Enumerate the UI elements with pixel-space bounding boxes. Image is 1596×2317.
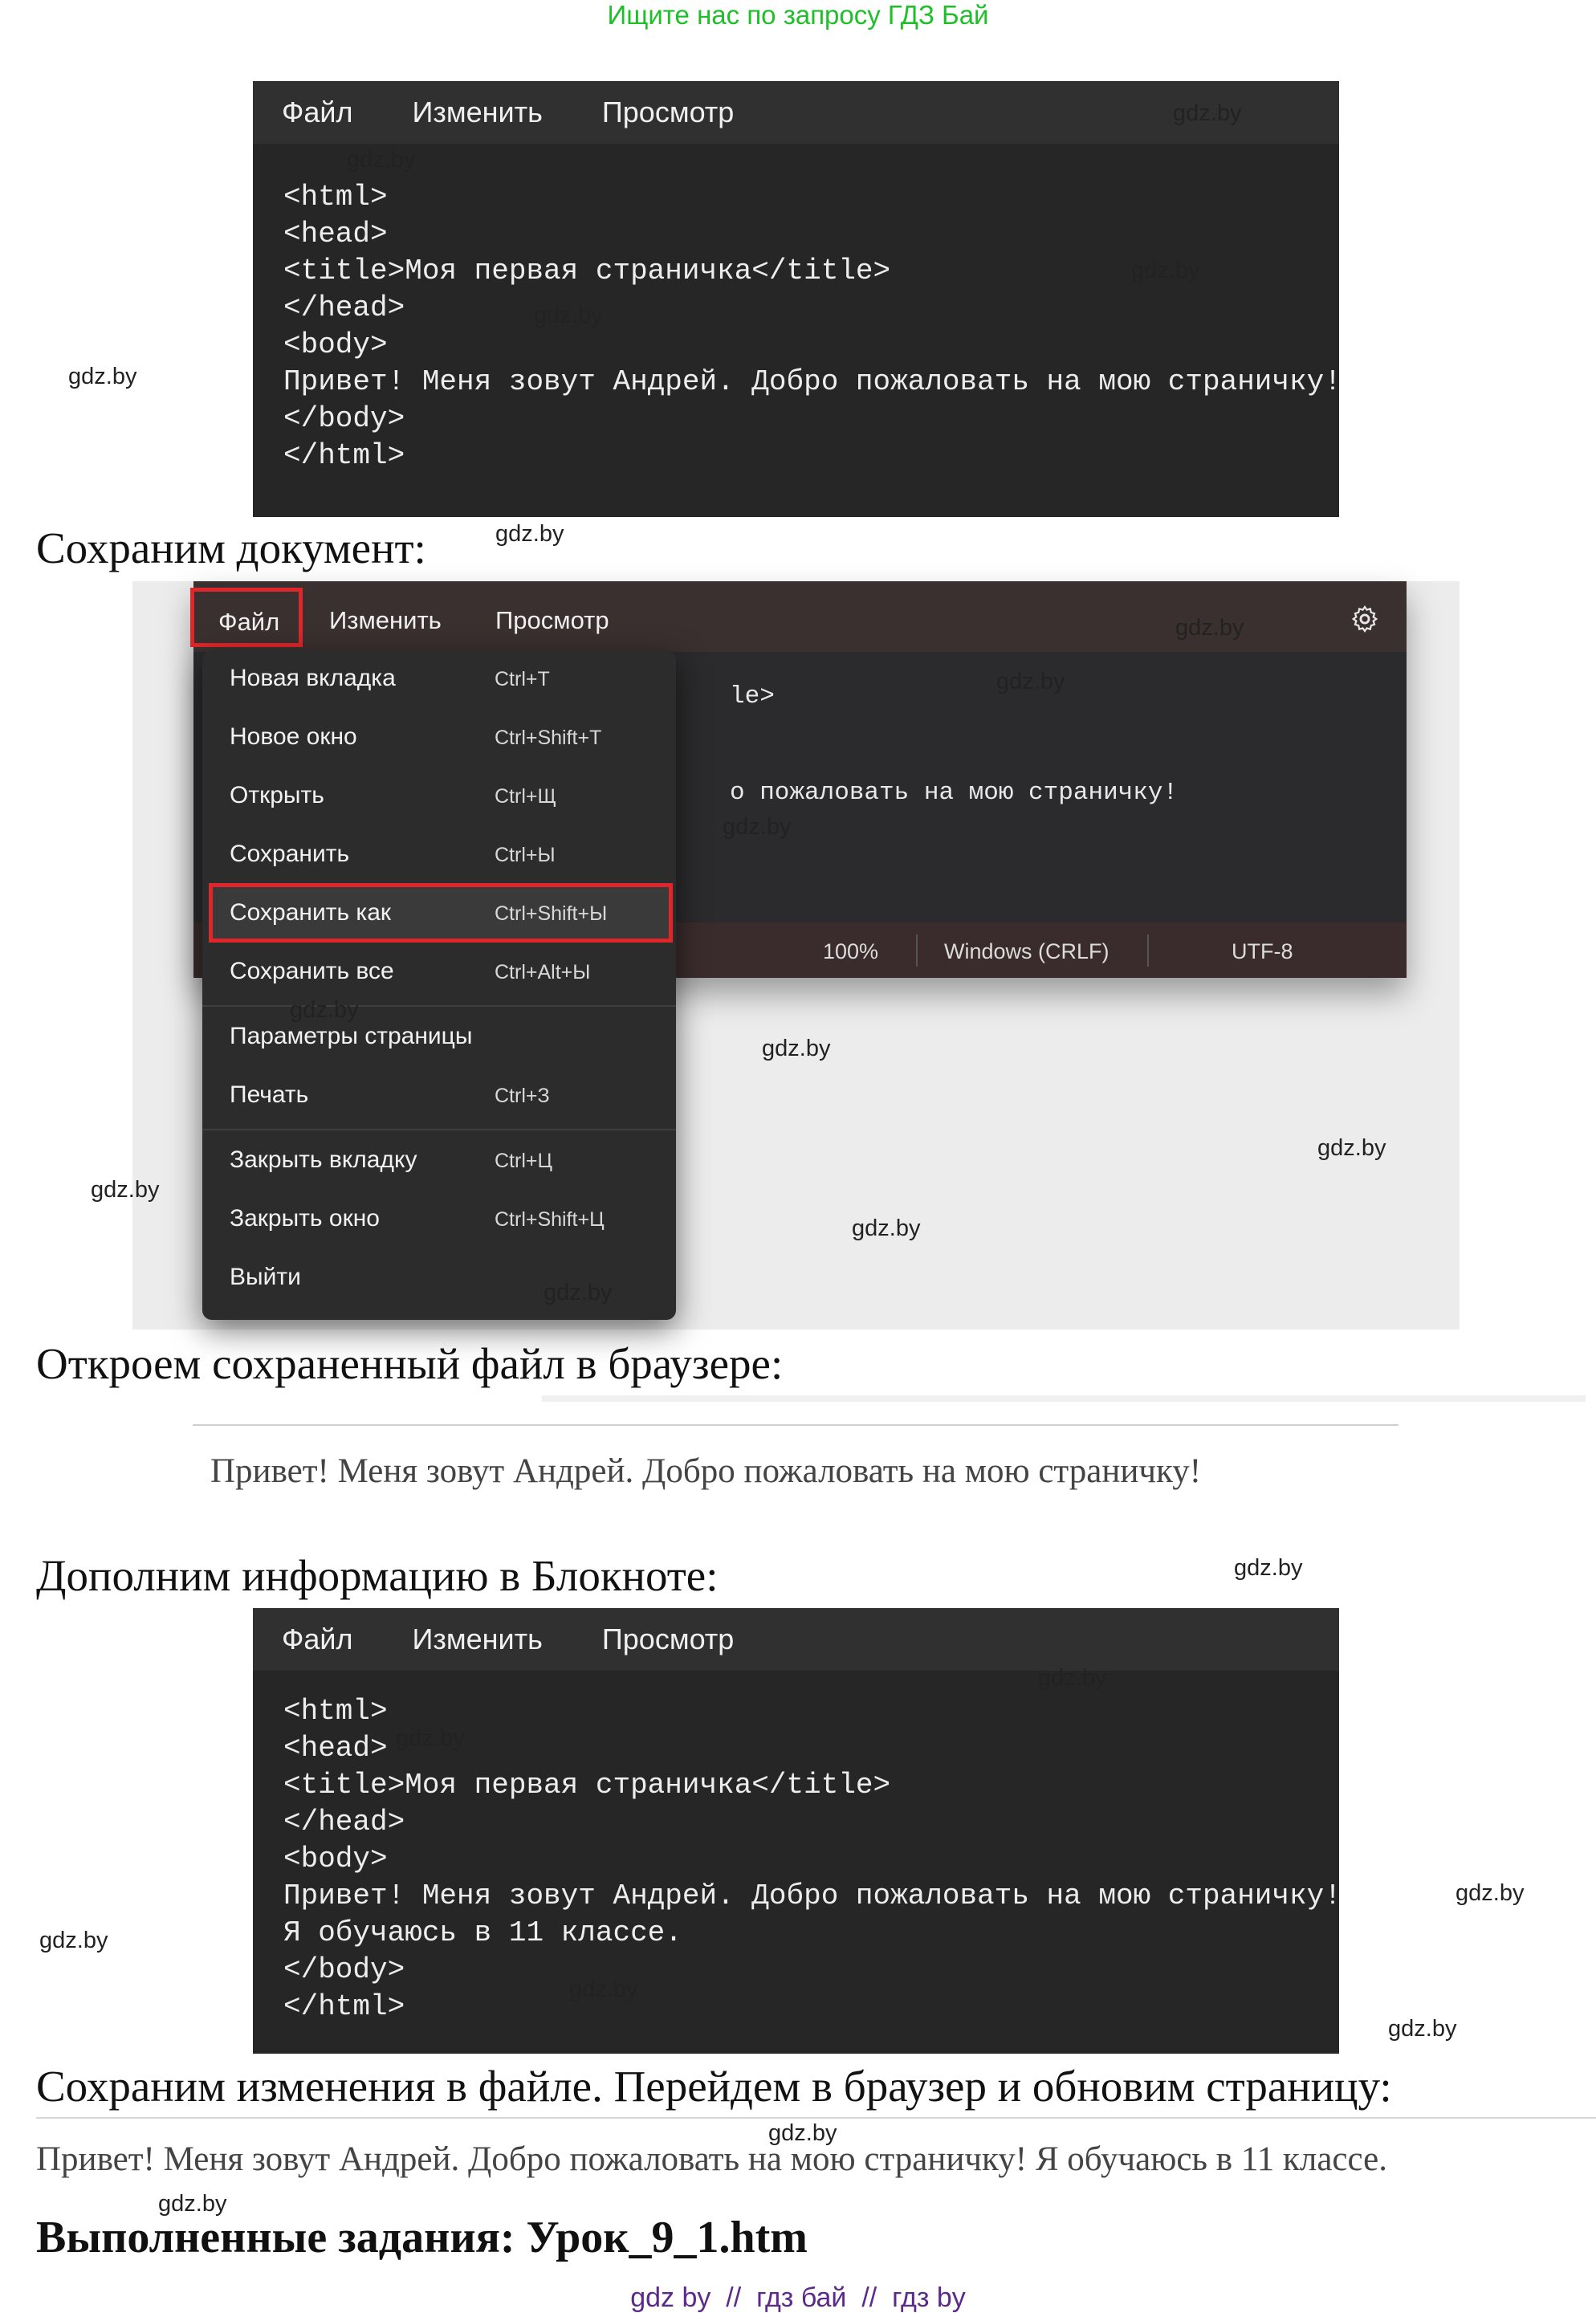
code-line: </head> (283, 291, 405, 324)
watermark: gdz.by (495, 521, 564, 547)
menu-item-new-tab[interactable]: Новая вкладка Ctrl+T (230, 665, 550, 691)
watermark: gdz.by (1456, 1880, 1525, 1906)
menu-file[interactable]: Файл (282, 96, 353, 128)
browser-divider (193, 1424, 1399, 1426)
menu-item-exit[interactable]: Выйти (230, 1264, 301, 1290)
watermark: gdz.by (569, 1977, 638, 2002)
watermark: gdz.by (534, 303, 603, 328)
watermark: gdz.by (768, 2120, 837, 2146)
menu-item-page-setup[interactable]: Параметры страницы (230, 1023, 473, 1049)
editor-bg-text: о пожаловать на мою страничку! (730, 779, 1179, 807)
editor-bg-text: le> (730, 682, 775, 711)
watermark: gdz.by (290, 997, 359, 1023)
watermark: gdz.by (396, 1725, 465, 1751)
browser-page-text: Привет! Меня зовут Андрей. Добро пожаловать на мою страничку! (210, 1452, 1202, 1490)
watermark: gdz.by (852, 1216, 921, 1241)
code-line: <html> (283, 181, 388, 214)
menu-view[interactable]: Просмотр (495, 606, 609, 634)
menu-edit[interactable]: Изменить (329, 606, 442, 634)
watermark: gdz.by (1038, 1665, 1107, 1691)
menu-edit[interactable]: Изменить (412, 1623, 543, 1655)
notepad-editor-1 (253, 81, 1342, 517)
menu-view[interactable]: Просмотр (601, 1623, 735, 1655)
code-line: Привет! Меня зовут Андрей. Добро пожаловать на мою страничку! (283, 365, 1342, 398)
heading-append-notepad: Дополним информацию в Блокноте: (36, 1551, 719, 1600)
menu-separator (202, 1005, 676, 1007)
heading-completed-tasks: Выполненные задания: Урок_9_1.htm (36, 2213, 808, 2262)
code-line: Я обучаюсь в 11 классе. (283, 1916, 682, 1949)
menu-item-save[interactable]: Сохранить Ctrl+Ы (230, 841, 556, 867)
code-line: <head> (283, 218, 388, 250)
save-as-screenshot (132, 581, 1460, 1330)
menu-file[interactable]: Файл (282, 1623, 353, 1655)
watermark: gdz.by (347, 147, 416, 173)
menu-file[interactable]: Файл (218, 608, 280, 636)
file-dropdown-menu (202, 650, 676, 1320)
menu-item-close-tab[interactable]: Закрыть вкладку Ctrl+Ц (230, 1146, 552, 1173)
watermark: gdz.by (68, 364, 137, 389)
menu-item-save-all[interactable]: Сохранить все Ctrl+Alt+Ы (230, 958, 591, 984)
watermark: gdz.by (1388, 2016, 1457, 2042)
status-encoding[interactable]: UTF-8 (1232, 939, 1293, 963)
watermark: gdz.by (1317, 1135, 1386, 1161)
watermark: gdz.by (544, 1280, 613, 1305)
footer-links[interactable]: gdz by // гдз бай // гдз by (630, 2282, 966, 2313)
menu-item-close-window[interactable]: Закрыть окно Ctrl+Shift+Ц (230, 1205, 605, 1232)
menu-edit[interactable]: Изменить (412, 96, 543, 128)
code-line: </head> (283, 1806, 405, 1839)
watermark: gdz.by (1173, 100, 1242, 126)
editor-text-area[interactable] (253, 1671, 1342, 2026)
menu-file-highlight[interactable] (190, 588, 303, 647)
menu-item-print[interactable]: Печать Ctrl+З (230, 1081, 550, 1108)
browser-page-text: Привет! Меня зовут Андрей. Добро пожаловать на мою страничку! Я обучаюсь в 11 классе. (36, 2140, 1387, 2178)
menu-separator (202, 1129, 676, 1130)
watermark: gdz.by (996, 669, 1065, 694)
menu-item-save-as[interactable]: Сохранить как Ctrl+Shift+Ы (209, 883, 673, 943)
watermark: gdz.by (1131, 258, 1200, 283)
code-line: <title>Моя первая страничка</title> (283, 255, 891, 287)
code-line: </body> (283, 402, 405, 435)
gear-icon[interactable] (1350, 604, 1380, 634)
code-line: </html> (283, 439, 405, 472)
watermark: gdz.by (1175, 615, 1244, 641)
watermark: gdz.by (723, 814, 792, 840)
heading-save: Сохраним документ: (36, 523, 426, 572)
menu-view[interactable]: Просмотр (601, 96, 735, 128)
watermark: gdz.by (762, 1036, 831, 1061)
heading-open-browser: Откроем сохраненный файл в браузере: (36, 1339, 784, 1388)
menu-bar (253, 1608, 1339, 1671)
watermark: gdz.by (91, 1177, 160, 1203)
browser-divider (36, 2117, 1596, 2119)
browser-tab-edge (542, 1395, 1586, 1402)
code-line: </html> (283, 1990, 405, 2023)
watermark: gdz.by (158, 2191, 227, 2217)
status-zoom[interactable]: 100% (823, 939, 879, 963)
watermark: gdz.by (39, 1928, 108, 1953)
search-hint-link[interactable]: Ищите нас по запросу ГДЗ Бай (607, 0, 989, 30)
code-line: <body> (283, 1843, 388, 1875)
code-line: <head> (283, 1732, 388, 1765)
editor-text-area[interactable] (253, 144, 1342, 474)
heading-reload: Сохраним изменения в файле. Перейдем в браузер и обновим страницу: (36, 2062, 1392, 2111)
status-line-ending[interactable]: Windows (CRLF) (944, 939, 1109, 963)
browser-page-1 (193, 1395, 1399, 1500)
menu-item-open[interactable]: Открыть Ctrl+Щ (230, 782, 556, 808)
code-line: <html> (283, 1695, 388, 1728)
menu-item-new-window[interactable]: Новое окно Ctrl+Shift+T (230, 723, 602, 750)
code-line: <body> (283, 328, 388, 361)
code-line: </body> (283, 1953, 405, 1986)
code-line: Привет! Меня зовут Андрей. Добро пожаловать на мою страничку! (283, 1879, 1342, 1912)
watermark: gdz.by (1234, 1555, 1303, 1581)
code-line: <title>Моя первая страничка</title> (283, 1769, 891, 1802)
notepad-editor-2 (253, 1608, 1342, 2054)
